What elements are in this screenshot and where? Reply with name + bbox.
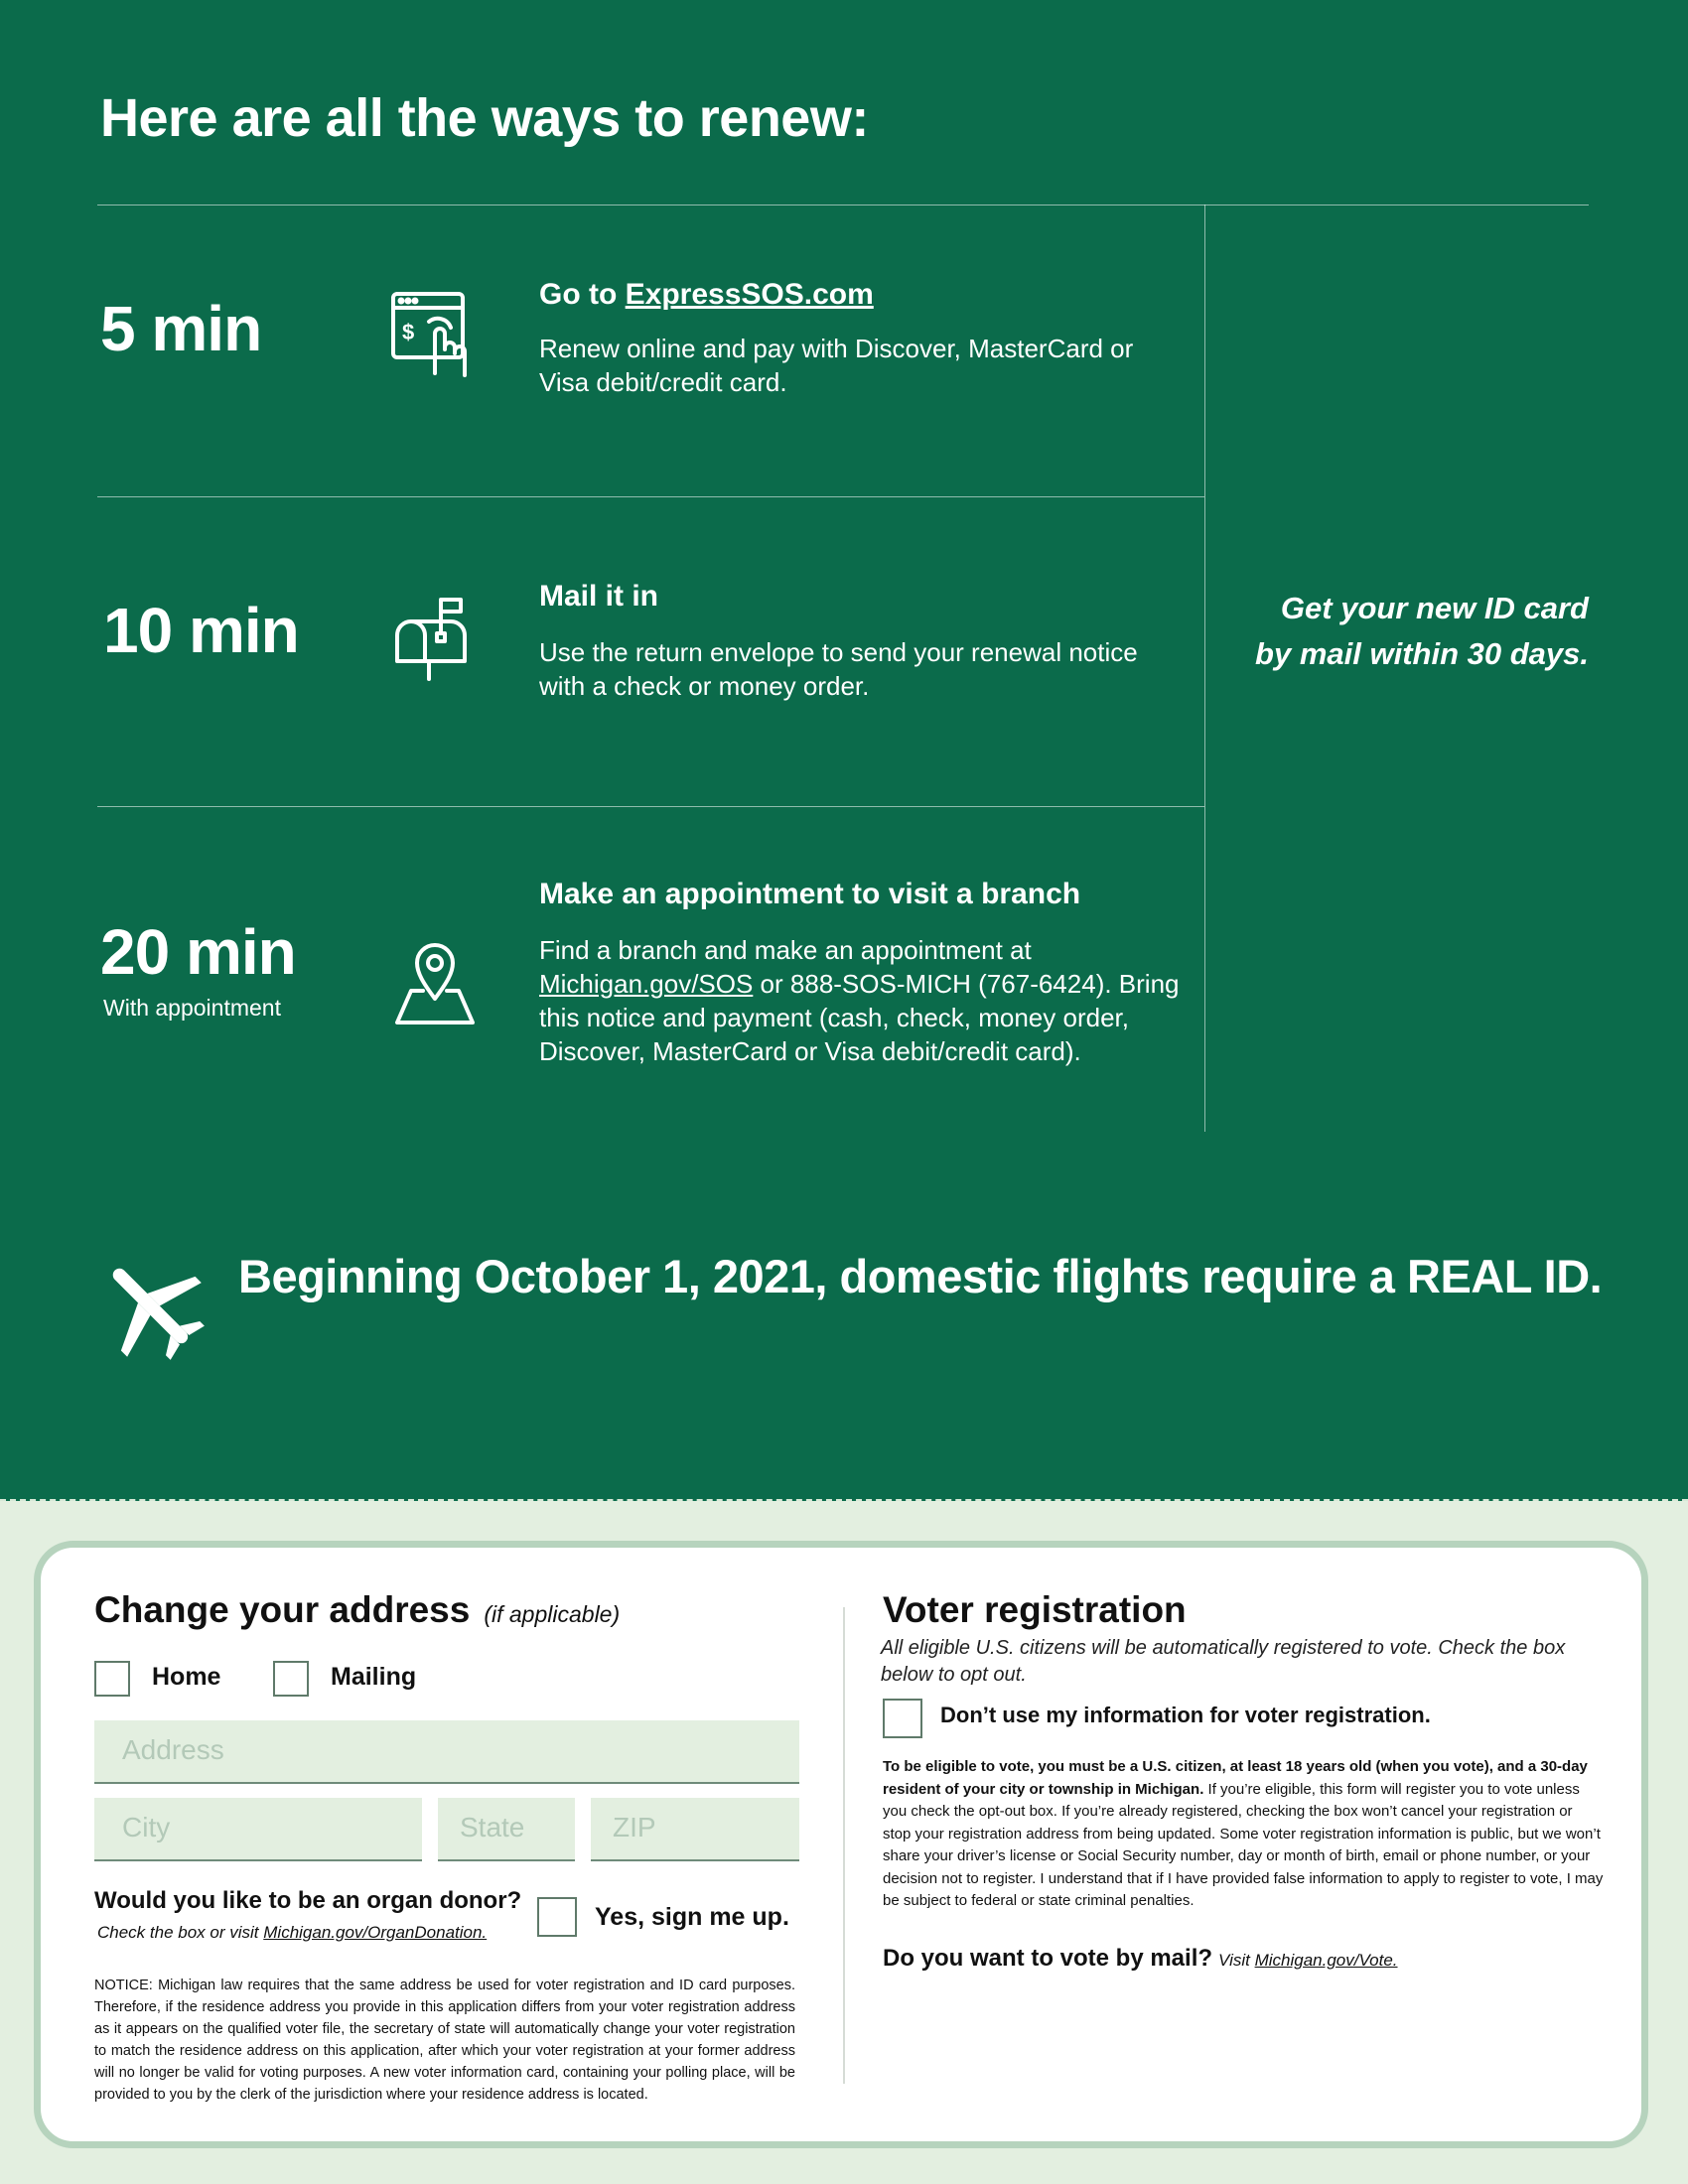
map-pin-icon	[387, 933, 483, 1028]
voter-title: Voter registration	[883, 1589, 1187, 1630]
organ-donation-link[interactable]: Michigan.gov/OrganDonation.	[263, 1923, 488, 1942]
organ-donor-question: Would you like to be an organ donor?	[94, 1887, 522, 1914]
form-card	[34, 1541, 1648, 2148]
divider-row2	[97, 806, 1204, 807]
voter-optout-checkbox[interactable]	[883, 1699, 922, 1738]
mailing-checkbox[interactable]	[273, 1661, 309, 1697]
delivery-note-line2: by mail within 30 days.	[1255, 636, 1589, 671]
voter-optout-label: Don’t use my information for voter registration.	[940, 1703, 1431, 1727]
delivery-note-line1: Get your new ID card	[1280, 591, 1589, 625]
expresssos-link[interactable]: ExpressSOS.com	[625, 278, 874, 311]
vbm-visit: Visit	[1218, 1951, 1255, 1970]
divider-row1	[97, 496, 1204, 497]
home-label: Home	[152, 1663, 221, 1691]
address-title-note: (if applicable)	[484, 1601, 621, 1627]
vote-by-mail	[883, 1945, 1398, 1973]
organ-donor-sub	[97, 1923, 487, 1943]
organ-sub-prefix: Check the box or visit	[97, 1923, 264, 1942]
address-title-text: Change your address	[94, 1589, 471, 1630]
organ-donor-label: Yes, sign me up.	[595, 1903, 789, 1931]
organ-donor-checkbox[interactable]	[537, 1897, 577, 1937]
voter-eligibility	[883, 1756, 1604, 1913]
address-title	[94, 1589, 620, 1631]
option-time-sub: With appointment	[103, 995, 281, 1021]
address-notice: NOTICE: Michigan law requires that the same address be used for voter registration and ID card purposes. Therefore, if the residence address you provide in this application differs from your voter registration address as it appears on the qualified voter file, the secretary of state will automatically change your voter registration to match the residence address on this application, after which your voter registration at your former address will no longer be valid for voting purposes. A new voter information card, containing your polling place, will be provided to you by the clerk of the jurisdiction where your residence address is located.	[94, 1978, 795, 2103]
branch-desc-suffix: or 888-SOS-MICH (767-6424). Bring this notice and payment (cash, check, money order, Discover, MasterCard or Visa debit/credit card).	[539, 969, 1180, 1066]
column-divider	[843, 1607, 845, 2084]
option-desc-online: Renew online and pay with Discover, MasterCard or Visa debit/credit card.	[539, 334, 1134, 397]
mailing-label: Mailing	[331, 1663, 417, 1691]
renew-heading: Here are all the ways to renew:	[100, 88, 869, 148]
option-time-branch: 20 min	[100, 916, 296, 988]
zip-input[interactable]: ZIP	[591, 1798, 799, 1861]
real-id-notice: Beginning October 1, 2021, domestic flights require a REAL ID.	[238, 1250, 1603, 1302]
michigan-sos-link[interactable]: Michigan.gov/SOS	[539, 969, 754, 999]
option-title-prefix: Go to	[539, 278, 626, 311]
online-payment-icon	[385, 288, 481, 383]
option-title-branch: Make an appointment to visit a branch	[539, 878, 1081, 910]
eligibility-bold: To be eligible to vote, you must be a U.S. citizen, at least 18 years old (when you vote), and a 30-day resident of your city or township in Michigan.	[883, 1758, 1588, 1798]
svg-text:$: $	[402, 320, 415, 344]
delivery-note	[1221, 586, 1589, 677]
vote-link[interactable]: Michigan.gov/Vote.	[1254, 1951, 1398, 1970]
branch-desc-prefix: Find a branch and make an appointment at	[539, 935, 1032, 965]
mailbox-icon	[385, 590, 481, 685]
vbm-question: Do you want to vote by mail?	[883, 1945, 1213, 1972]
home-checkbox[interactable]	[94, 1661, 130, 1697]
city-input[interactable]: City	[94, 1798, 422, 1861]
option-desc-mail: Use the return envelope to send your renewal notice with a check or money order.	[539, 637, 1138, 701]
option-time-online: 5 min	[100, 293, 262, 364]
eligibility-text: If you’re eligible, this form will register you to vote unless you check the opt-out box. If you’re already registered, checking the box won’t cancel your registration or stop your registration address from being updated. Some voter registration information is public, but we won’t share your driver’s license or Social Security number, day or month of birth, email or phone number, or your decision not to register. I understand that if I have provided false information to apply to register to vote, I may be subject to federal or state criminal penalties.	[883, 1780, 1604, 1909]
airplane-icon	[97, 1253, 207, 1362]
address-input[interactable]: Address	[94, 1720, 799, 1784]
voter-intro: All eligible U.S. citizens will be automatically registered to vote. Check the box below to opt out.	[881, 1637, 1566, 1686]
option-time-mail: 10 min	[103, 595, 299, 666]
option-title-mail: Mail it in	[539, 580, 658, 613]
state-input[interactable]: State	[438, 1798, 575, 1861]
option-desc-branch	[539, 933, 1214, 1068]
option-title-online	[539, 278, 874, 312]
